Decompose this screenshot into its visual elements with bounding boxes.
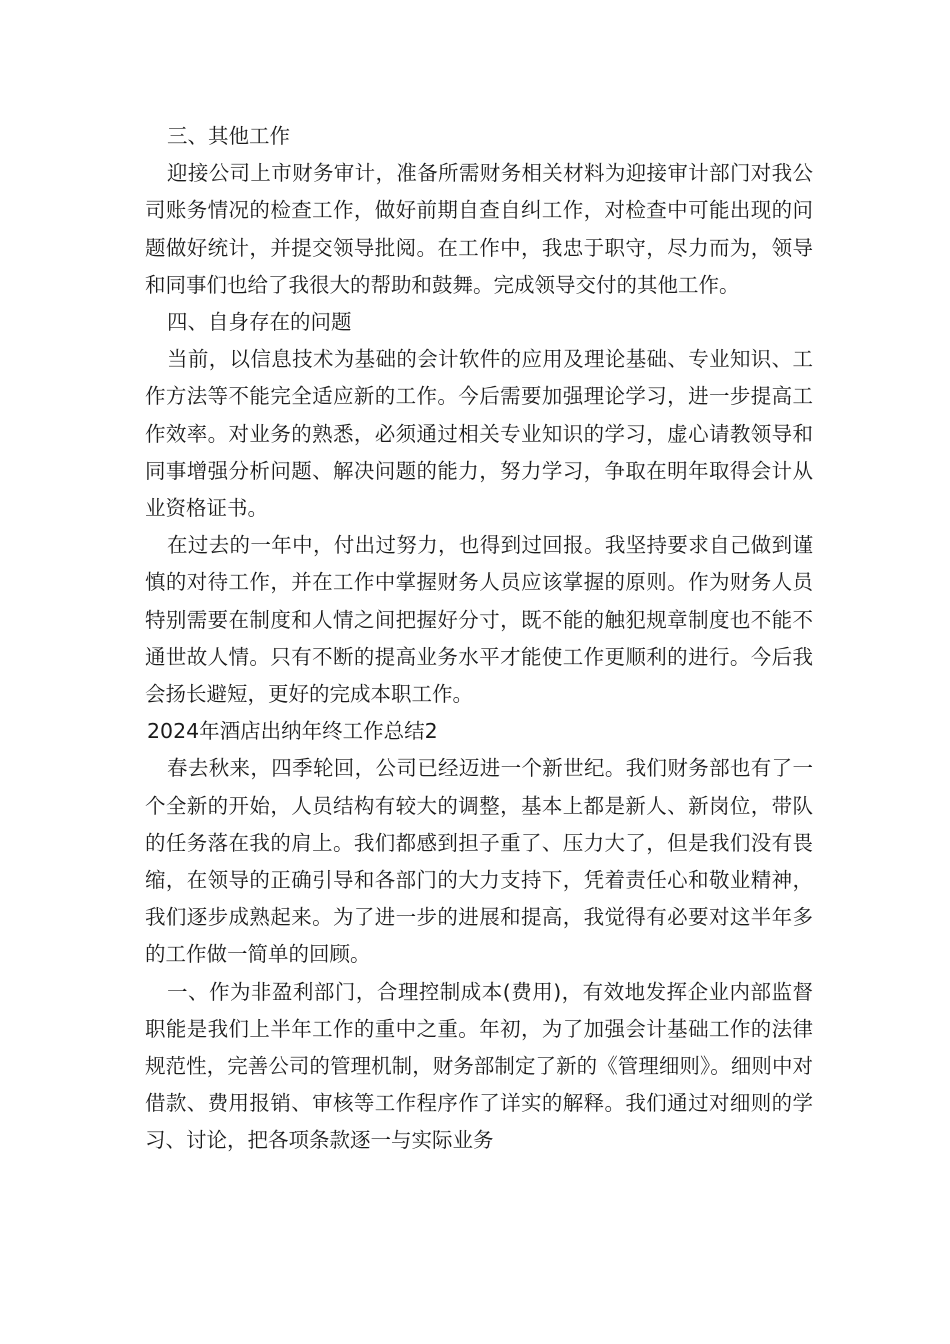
section-heading-other-work: 三、其他工作 xyxy=(167,124,290,148)
paragraph-audit-preparation: 迎接公司上市财务审计，准备所需财务相关材料为迎接审计部门对我公司账务情况的检查工作，做好前期自查自纠工作，对检查中可能出现的问题做好统计，并提交领导批阅。在工作中，我忠于职守，尽力而为，领导和同事们也给了我很大的帮助和鼓舞。完成领导交付的其他工作。 xyxy=(145,161,813,297)
document-title-2: 2024年酒店出纳年终工作总结2 xyxy=(147,719,438,744)
document-page xyxy=(145,118,813,1160)
paragraph-problems: 当前，以信息技术为基础的会计软件的应用及理论基础、专业知识、工作方法等不能完全适应新的工作。今后需要加强理论学习，进一步提高工作效率。对业务的熟悉，必须通过相关专业知识的学习，虚心请教领导和同事增强分析问题、解决问题的能力，努力学习，争取在明年取得会计从业资格证书。 xyxy=(145,347,813,521)
paragraph-intro: 春去秋来，四季轮回，公司已经迈进一个新世纪。我们财务部也有了一个全新的开始，人员结构有较大的调整，基本上都是新人、新岗位，带队的任务落在我的肩上。我们都感到担子重了、压力大了，但是我们没有畏缩，在领导的正确引导和各部门的大力支持下，凭着责任心和敬业精神，我们逐步成熟起来。为了进一步的进展和提高，我觉得有必要对这半年多的工作做一简单的回顾。 xyxy=(145,756,813,967)
paragraph-cost-control: 一、作为非盈利部门，合理控制成本(费用)，有效地发挥企业内部监督职能是我们上半年工作的重中之重。年初，为了加强会计基础工作的法律规范性，完善公司的管理机制，财务部制定了新的《管理细则》。细则中对借款、费用报销、审核等工作程序作了详实的解释。我们通过对细则的学习、讨论，把各项条款逐一与实际业务 xyxy=(145,979,813,1153)
paragraph-year-review: 在过去的一年中，付出过努力，也得到过回报。我坚持要求自己做到谨慎的对待工作，并在工作中掌握财务人员应该掌握的原则。作为财务人员特别需要在制度和人情之间把握好分寸，既不能的触犯规章制度也不能不通世故人情。只有不断的提高业务水平才能使工作更顺利的进行。今后我会扬长避短，更好的完成本职工作。 xyxy=(145,533,813,707)
section-heading-problems: 四、自身存在的问题 xyxy=(167,310,352,335)
